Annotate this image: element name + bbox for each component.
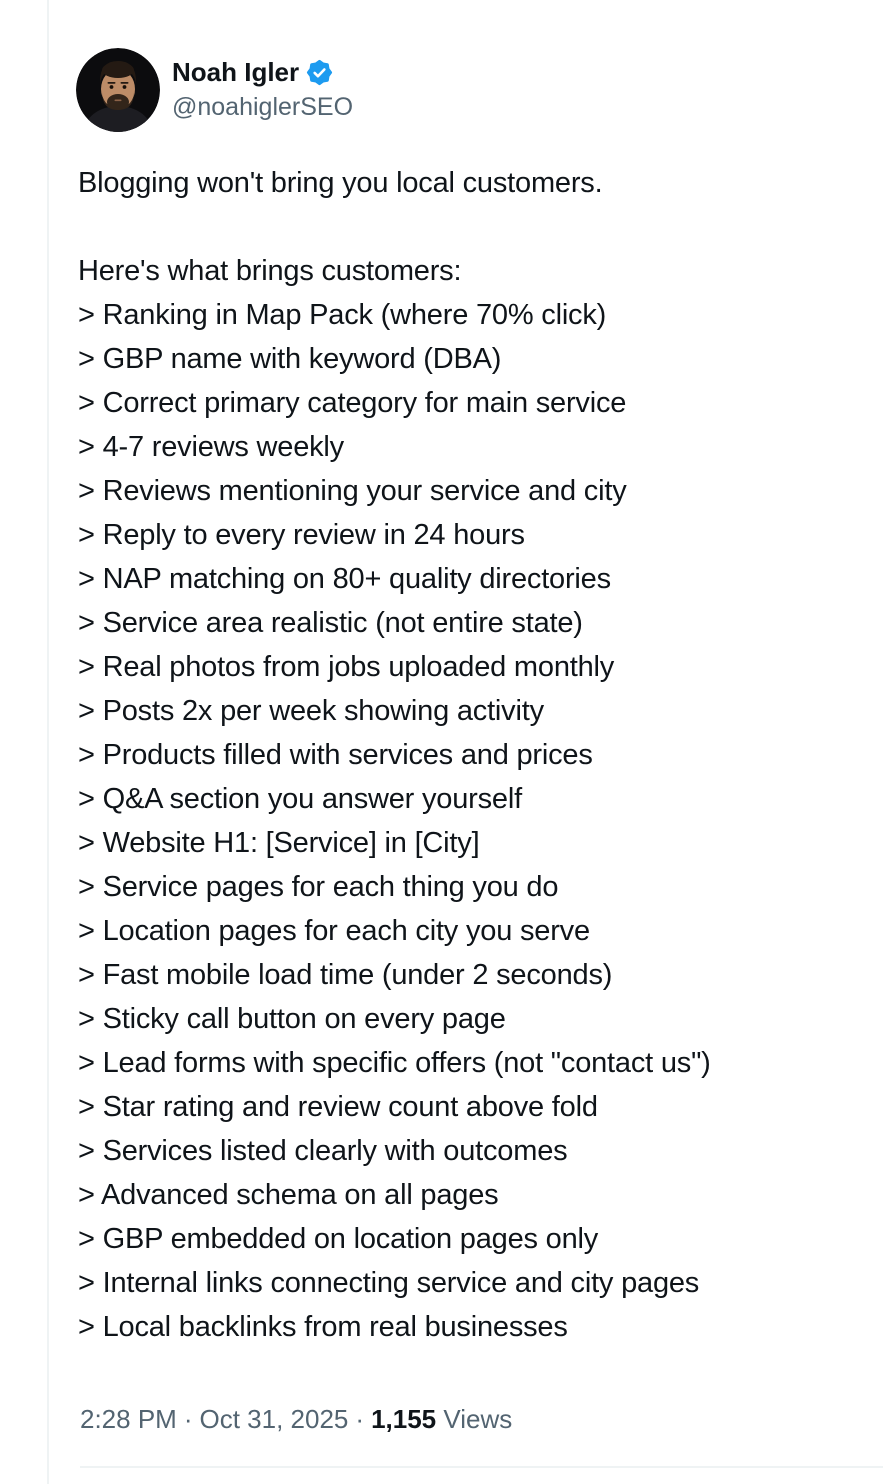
tweet-date: Oct 31, 2025 bbox=[199, 1404, 349, 1434]
dot-separator: · bbox=[183, 1404, 193, 1434]
tweet-bullet-line: > Local backlinks from real businesses bbox=[78, 1311, 568, 1343]
tweet-bullet-line: > Service area realistic (not entire state) bbox=[78, 607, 583, 639]
tweet-heading-line: Here's what brings customers: bbox=[78, 255, 462, 287]
tweet-bullet-line: > Sticky call button on every page bbox=[78, 1003, 506, 1035]
author-name[interactable]: Noah Igler bbox=[172, 57, 300, 87]
dot-separator: · bbox=[355, 1404, 365, 1434]
tweet-bullet-line: > Lead forms with specific offers (not "contact us") bbox=[78, 1047, 711, 1079]
views-label: Views bbox=[443, 1404, 513, 1434]
tweet-bullet-line: > GBP name with keyword (DBA) bbox=[78, 343, 502, 375]
author-block bbox=[172, 56, 353, 122]
verified-badge-icon[interactable] bbox=[306, 59, 333, 86]
author-handle[interactable]: @noahiglerSEO bbox=[172, 93, 354, 121]
tweet-bullet-line: > Service pages for each thing you do bbox=[78, 871, 559, 903]
tweet-text bbox=[78, 161, 870, 1349]
tweet-bullet-line: > Fast mobile load time (under 2 seconds) bbox=[78, 959, 613, 991]
views-count: 1,155 bbox=[371, 1404, 437, 1434]
tweet-bullet-line: > Reply to every review in 24 hours bbox=[78, 519, 525, 551]
avatar[interactable] bbox=[76, 48, 160, 132]
tweet-bullet-line: > Q&A section you answer yourself bbox=[78, 783, 522, 815]
tweet-intro-line: Blogging won't bring you local customers. bbox=[78, 167, 603, 199]
tweet-bullet-list bbox=[78, 293, 870, 1349]
tweet-bullet-line: > Star rating and review count above fold bbox=[78, 1091, 598, 1123]
tweet-bullet-line: > Posts 2x per week showing activity bbox=[78, 695, 544, 727]
tweet-bullet-line: > Ranking in Map Pack (where 70% click) bbox=[78, 299, 607, 331]
tweet-bullet-line: > Services listed clearly with outcomes bbox=[78, 1135, 568, 1167]
tweet-meta-row bbox=[80, 1402, 512, 1436]
tweet-bullet-line: > Location pages for each city you serve bbox=[78, 915, 590, 947]
tweet-bullet-line: > Advanced schema on all pages bbox=[78, 1179, 499, 1211]
tweet-bullet-line: > Correct primary category for main service bbox=[78, 387, 627, 419]
tweet-bullet-line: > 4-7 reviews weekly bbox=[78, 431, 344, 463]
tweet-blank-line bbox=[78, 205, 870, 249]
tweet-bullet-line: > Reviews mentioning your service and city bbox=[78, 475, 627, 507]
tweet-bullet-line: > NAP matching on 80+ quality directories bbox=[78, 563, 611, 595]
timeline-left-border bbox=[47, 0, 49, 1484]
tweet-bullet-line: > GBP embedded on location pages only bbox=[78, 1223, 599, 1255]
avatar-image bbox=[76, 48, 160, 132]
tweet-bullet-line: > Website H1: [Service] in [City] bbox=[78, 827, 480, 859]
tweet-bullet-line: > Real photos from jobs uploaded monthly bbox=[78, 651, 615, 683]
tweet-time: 2:28 PM bbox=[80, 1404, 177, 1434]
tweet-bullet-line: > Internal links connecting service and city pages bbox=[78, 1267, 700, 1299]
tweet-bullet-line: > Products filled with services and prices bbox=[78, 739, 593, 771]
bottom-divider bbox=[80, 1466, 883, 1468]
